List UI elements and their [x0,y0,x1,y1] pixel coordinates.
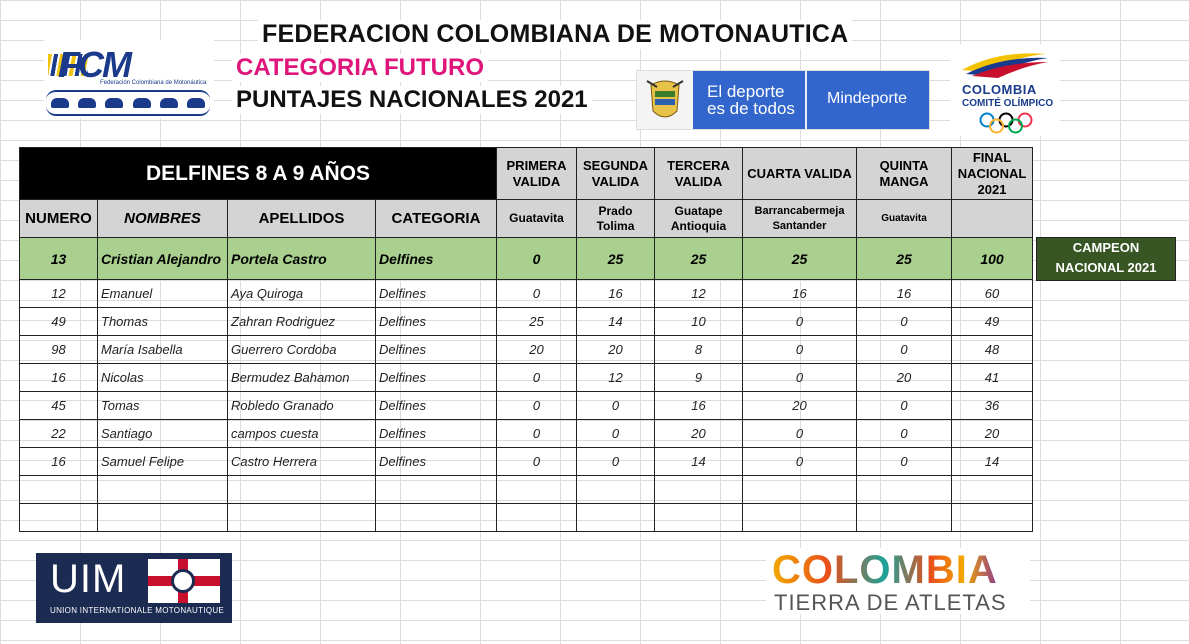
cell-total: 48 [952,336,1033,364]
cell-score: 0 [497,420,577,448]
cell-score: 25 [497,308,577,336]
fcm-logo [44,40,214,118]
cell-number: 22 [20,420,98,448]
cell-score: 0 [743,448,857,476]
table-row [20,392,1033,420]
cell-category: Delfines [376,420,497,448]
cell-score: 0 [497,448,577,476]
cell-names: Cristian Alejandro [98,238,228,280]
olympic-rings-icon [978,112,1034,134]
cell-score: 25 [857,238,952,280]
col-names: NOMBRES [98,200,228,238]
cell-score: 0 [743,420,857,448]
table-row [20,280,1033,308]
col-surnames: APELLIDOS [228,200,376,238]
cell-score: 14 [577,308,655,336]
cell-names: Santiago [98,420,228,448]
uim-flag-icon [148,559,220,603]
cell-score: 20 [857,364,952,392]
col-category: CATEGORIA [376,200,497,238]
cell-surnames: campos cuesta [228,420,376,448]
category-title: CATEGORIA FUTURO [232,54,488,82]
fcm-logo-text: FCM [58,44,130,85]
col-number: NUMERO [20,200,98,238]
cell-score: 16 [577,280,655,308]
event-header-2: SEGUNDA VALIDA [577,148,655,200]
table-row-empty [20,504,1033,532]
cell-total: 100 [952,238,1033,280]
cell-category: Delfines [376,238,497,280]
table-row [20,448,1033,476]
event-location-2: Prado Tolima [577,200,655,238]
mindeporte-slogan-1: El deporte [707,82,785,101]
cell-category: Delfines [376,392,497,420]
cell-score: 0 [743,364,857,392]
cell-total: 49 [952,308,1033,336]
colombia-crest-icon [637,71,693,129]
cell-score: 20 [743,392,857,420]
cell-score: 0 [497,238,577,280]
cell-score: 25 [743,238,857,280]
cell-score: 0 [577,448,655,476]
cell-names: Emanuel [98,280,228,308]
coc-country: COLOMBIA [962,82,1037,97]
champion-row [20,238,1033,280]
cell-score: 0 [497,364,577,392]
cell-score: 16 [743,280,857,308]
cell-score: 0 [497,280,577,308]
uim-logo [36,553,232,623]
event-header-4: CUARTA VALIDA [743,148,857,200]
subtitle: PUNTAJES NACIONALES 2021 [232,86,592,114]
cell-total: 36 [952,392,1033,420]
page-title: FEDERACION COLOMBIANA DE MOTONAUTICA [258,20,852,49]
tierra-logo-country: COLOMBIA [772,548,998,592]
cell-score: 0 [497,392,577,420]
cell-names: Nicolas [98,364,228,392]
cell-score: 20 [577,336,655,364]
event-location-5: Guatavita [857,200,952,238]
cell-score: 25 [655,238,743,280]
cell-number: 98 [20,336,98,364]
cell-names: Thomas [98,308,228,336]
cell-score: 20 [655,420,743,448]
event-header-5: QUINTA MANGA [857,148,952,200]
mindeporte-slogan-2: es de todos [707,99,795,118]
cell-number: 12 [20,280,98,308]
cell-number: 16 [20,364,98,392]
cell-number: 16 [20,448,98,476]
cell-number: 13 [20,238,98,280]
cell-surnames: Portela Castro [228,238,376,280]
cell-score: 8 [655,336,743,364]
cell-surnames: Zahran Rodriguez [228,308,376,336]
tierra-logo-tagline: TIERRA DE ATLETAS [774,590,1007,615]
mindeporte-name: Mindeporte [827,90,908,107]
event-location-1: Guatavita [497,200,577,238]
cell-total: 60 [952,280,1033,308]
cell-surnames: Robledo Granado [228,392,376,420]
uim-logo-subtitle: UNION INTERNATIONALE MOTONAUTIQUE [50,606,225,615]
results-table [19,147,1033,532]
cell-score: 0 [743,308,857,336]
cell-score: 16 [655,392,743,420]
cell-score: 0 [577,420,655,448]
table-row [20,308,1033,336]
cell-number: 49 [20,308,98,336]
colombia-flag-swoosh-icon [958,48,1050,78]
boats-icon [46,90,210,116]
cell-total: 14 [952,448,1033,476]
cell-score: 16 [857,280,952,308]
cell-score: 12 [655,280,743,308]
cell-total: 41 [952,364,1033,392]
cell-category: Delfines [376,448,497,476]
cell-total: 20 [952,420,1033,448]
cell-surnames: Castro Herrera [228,448,376,476]
olympic-committee-logo [950,44,1060,136]
group-title: DELFINES 8 A 9 AÑOS [20,148,497,200]
table-row-empty [20,476,1033,504]
cell-score: 20 [497,336,577,364]
cell-category: Delfines [376,308,497,336]
coc-committee: COMITÉ OLÍMPICO [962,98,1054,109]
cell-score: 25 [577,238,655,280]
cell-score: 0 [857,448,952,476]
event-header-6: FINAL NACIONAL 2021 [952,148,1033,200]
cell-surnames: Bermudez Bahamon [228,364,376,392]
cell-score: 9 [655,364,743,392]
cell-score: 0 [857,392,952,420]
cell-score: 0 [857,308,952,336]
event-header-3: TERCERA VALIDA [655,148,743,200]
cell-number: 45 [20,392,98,420]
fcm-logo-tagline: Federación Colombiana de Motonáutica [100,80,207,86]
cell-score: 12 [577,364,655,392]
table-row [20,336,1033,364]
champion-badge: CAMPEON NACIONAL 2021 [1036,237,1176,281]
tierra-de-atletas-logo [766,548,1030,614]
event-location-4: Barrancabermeja Santander [743,200,857,238]
event-location-6 [952,200,1033,238]
cell-surnames: Aya Quiroga [228,280,376,308]
cell-names: Samuel Felipe [98,448,228,476]
cell-score: 0 [577,392,655,420]
cell-names: Tomas [98,392,228,420]
event-location-3: Guatape Antioquia [655,200,743,238]
cell-surnames: Guerrero Cordoba [228,336,376,364]
cell-category: Delfines [376,364,497,392]
cell-names: María Isabella [98,336,228,364]
uim-logo-text: UIM [50,557,127,601]
table-row [20,364,1033,392]
mindeporte-divider [805,71,807,129]
cell-score: 0 [857,336,952,364]
cell-category: Delfines [376,336,497,364]
cell-score: 0 [743,336,857,364]
mindeporte-logo [636,70,930,130]
cell-category: Delfines [376,280,497,308]
cell-score: 10 [655,308,743,336]
table-row [20,420,1033,448]
cell-score: 14 [655,448,743,476]
event-header-1: PRIMERA VALIDA [497,148,577,200]
cell-score: 0 [857,420,952,448]
